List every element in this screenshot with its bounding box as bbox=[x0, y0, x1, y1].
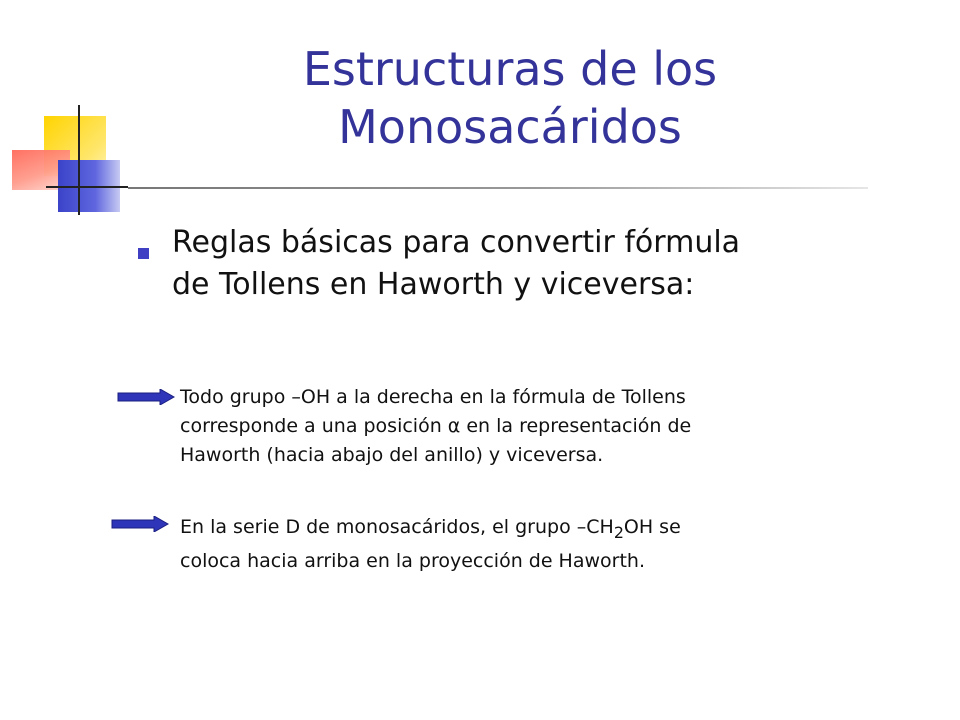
rule-2-line1-prefix: En la serie D de monosacáridos, el grupo –CH bbox=[180, 516, 614, 538]
rule-2-line2: coloca hacia arriba en la proyección de Haworth. bbox=[180, 549, 645, 572]
vertical-line-decoration bbox=[78, 105, 80, 215]
slide-title-line2: Monosacáridos bbox=[338, 100, 682, 154]
decorative-logo bbox=[0, 0, 140, 230]
rule-2-line1 bbox=[180, 513, 820, 547]
rule-1-line1: Todo grupo –OH a la derecha en la fórmula de Tollens bbox=[180, 386, 686, 408]
title-underline bbox=[128, 187, 868, 189]
main-bullet-line2: de Tollens en Haworth y viceversa: bbox=[172, 267, 695, 302]
rule-2-line1-suffix: OH se bbox=[623, 516, 681, 538]
rule-2-subscript: 2 bbox=[613, 522, 624, 542]
rule-item-1 bbox=[180, 383, 820, 470]
main-bullet-line1: Reglas básicas para convertir fórmula bbox=[172, 225, 741, 260]
main-bullet-text bbox=[172, 222, 892, 306]
slide-title-line1: Estructuras de los bbox=[302, 42, 718, 96]
rule-item-2 bbox=[180, 513, 820, 576]
slide-title bbox=[230, 40, 790, 156]
right-arrow-icon bbox=[116, 389, 176, 405]
square-bullet-icon bbox=[138, 248, 149, 259]
rule-1-line3: Haworth (hacia abajo del anillo) y viceversa. bbox=[180, 444, 604, 466]
right-arrow-icon bbox=[110, 516, 170, 532]
horizontal-line-decoration bbox=[46, 186, 128, 188]
rule-1-line2: corresponde a una posición α en la representación de bbox=[180, 415, 692, 437]
